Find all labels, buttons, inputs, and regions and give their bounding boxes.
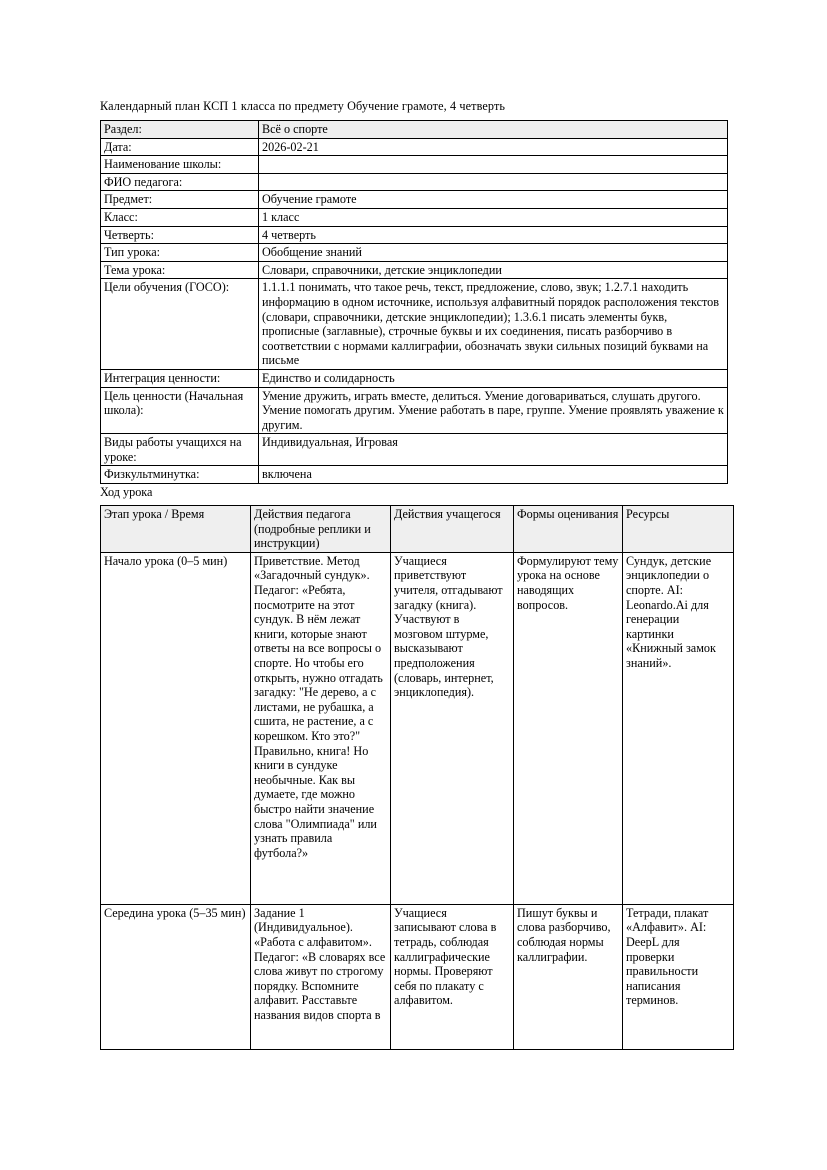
table-row — [101, 121, 728, 139]
column-header-resources: Ресурсы — [623, 506, 734, 553]
table-row — [101, 279, 728, 370]
info-label-cell: Тема урока: — [101, 261, 259, 279]
table-row — [101, 261, 728, 279]
info-label-cell: ФИО педагога: — [101, 173, 259, 191]
lesson-flow-table — [100, 505, 734, 1050]
table-row — [101, 466, 728, 484]
table-row — [101, 208, 728, 226]
table-row — [101, 138, 728, 156]
info-value-cell: Обучение грамоте — [259, 191, 728, 209]
column-header-teacher-actions: Действия педагога (подробные реплики и инструкции) — [251, 506, 391, 553]
cell-assessment: Формулируют тему урока на основе наводящих вопросов. — [514, 552, 623, 904]
table-row — [101, 156, 728, 174]
column-header-stage: Этап урока / Время — [101, 506, 251, 553]
info-label-cell: Дата: — [101, 138, 259, 156]
info-value-cell: Умение дружить, играть вместе, делиться. Умение договариваться, слушать другого. Умение помогать другим. Умение работать в паре, группе. Умение проявлять уважение к другим. — [259, 387, 728, 434]
info-value-cell: 1.1.1.1 понимать, что такое речь, текст, предложение, слово, звук; 1.2.7.1 находить информацию в одном источнике, используя алфавитный порядок расположения текстов (словари, справочники, детские энциклопедии); 1.3.6.1 писать элементы букв, прописные (заглавные), строчные буквы и их соединения, писать разборчиво в соответствии с нормами каллиграфии, обозначать звуки сильных позиций буквами на письме — [259, 279, 728, 370]
info-label-cell: Наименование школы: — [101, 156, 259, 174]
info-label-cell: Цель ценности (Начальная школа): — [101, 387, 259, 434]
info-value-cell: включена — [259, 466, 728, 484]
info-value-cell: Индивидуальная, Игровая — [259, 434, 728, 466]
table-row — [101, 904, 734, 1049]
lesson-info-table — [100, 120, 728, 484]
lesson-flow-table-head — [101, 506, 734, 553]
table-row — [101, 244, 728, 262]
cell-teacher-actions: Приветствие. Метод «Загадочный сундук». Педагог: «Ребята, посмотрите на этот сундук. В нём лежат книги, которые знают ответы на все вопросы о спорте. Но чтобы его открыть, нужно отгадать загадку: "Не дерево, а с листами, не рубашка, а сшита, не растение, а с корешком. Кто это?" Правильно, книга! Но книги в сундуке необычные. Как вы думаете, где можно быстро найти значение слова "Олимпиада" или узнать правила футбола?» — [251, 552, 391, 904]
info-value-cell: 4 четверть — [259, 226, 728, 244]
info-label-cell: Виды работы учащихся на уроке: — [101, 434, 259, 466]
table-row — [101, 191, 728, 209]
info-label-cell: Четверть: — [101, 226, 259, 244]
info-value-cell: Словари, справочники, детские энциклопедии — [259, 261, 728, 279]
table-row — [101, 173, 728, 191]
info-value-cell: 1 класс — [259, 208, 728, 226]
lesson-flow-table-body — [101, 552, 734, 1049]
cell-assessment: Пишут буквы и слова разборчиво, соблюдая нормы каллиграфии. — [514, 904, 623, 1049]
cell-stage: Середина урока (5–35 мин) — [101, 904, 251, 1049]
cell-student-actions: Учащиеся записывают слова в тетрадь, соблюдая каллиграфические нормы. Проверяют себя по плакату с алфавитом. — [391, 904, 514, 1049]
info-label-cell: Интеграция ценности: — [101, 369, 259, 387]
info-label-cell: Предмет: — [101, 191, 259, 209]
table-row — [101, 226, 728, 244]
info-label-cell: Раздел: — [101, 121, 259, 139]
info-label-cell: Тип урока: — [101, 244, 259, 262]
info-value-cell: Всё о спорте — [259, 121, 728, 139]
table-row — [101, 387, 728, 434]
info-value-cell: Единство и солидарность — [259, 369, 728, 387]
cell-stage: Начало урока (0–5 мин) — [101, 552, 251, 904]
info-label-cell: Цели обучения (ГОСО): — [101, 279, 259, 370]
column-header-student-actions: Действия учащегося — [391, 506, 514, 553]
info-label-cell: Класс: — [101, 208, 259, 226]
lesson-flow-caption: Ход урока — [100, 485, 153, 500]
table-row — [101, 552, 734, 904]
cell-student-actions: Учащиеся приветствуют учителя, отгадывают загадку (книга). Участвуют в мозговом штурме, высказывают предположения (словарь, интернет, энциклопедия). — [391, 552, 514, 904]
table-header-row — [101, 506, 734, 553]
lesson-info-table-body — [101, 121, 728, 484]
cell-resources: Тетради, плакат «Алфавит». AI: DeepL для проверки правильности написания терминов. — [623, 904, 734, 1049]
info-value-cell — [259, 156, 728, 174]
table-row — [101, 434, 728, 466]
page-title: Календарный план КСП 1 класса по предмету Обучение грамоте, 4 четверть — [100, 99, 506, 113]
cell-teacher-actions: Задание 1 (Индивидуальное). «Работа с алфавитом». Педагог: «В словарях все слова живут по строгому порядку. Вспомните алфавит. Расставьте названия видов спорта в — [251, 904, 391, 1049]
info-value-cell — [259, 173, 728, 191]
info-value-cell: 2026-02-21 — [259, 138, 728, 156]
info-label-cell: Физкультминутка: — [101, 466, 259, 484]
table-row — [101, 369, 728, 387]
cell-resources: Сундук, детские энциклопедии о спорте. AI: Leonardo.Ai для генерации картинки «Книжный замок знаний». — [623, 552, 734, 904]
info-value-cell: Обобщение знаний — [259, 244, 728, 262]
column-header-assessment: Формы оценивания — [514, 506, 623, 553]
